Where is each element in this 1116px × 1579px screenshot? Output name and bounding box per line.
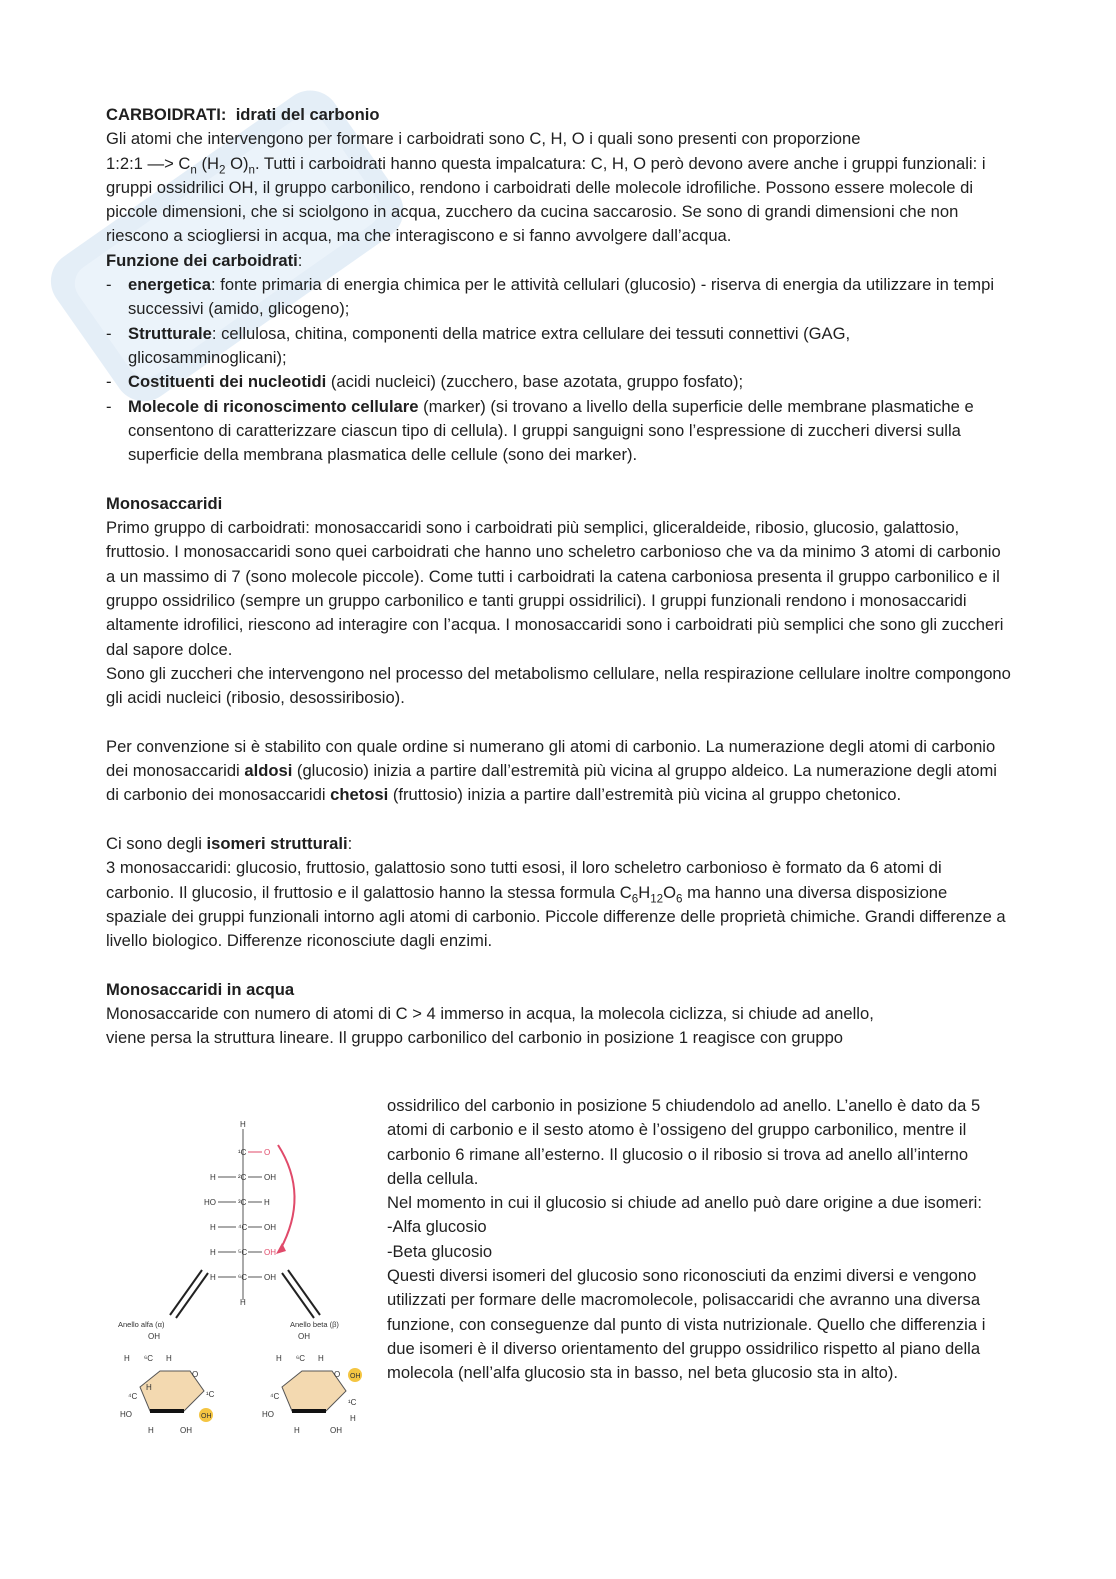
svg-text:HO: HO <box>262 1410 274 1419</box>
svg-text:O: O <box>192 1370 199 1379</box>
linear-glucose-diagram <box>204 1120 295 1307</box>
svg-text:OH: OH <box>201 1413 212 1420</box>
isomer-alfa: -Alfa glucosio <box>387 1217 487 1237</box>
svg-text:H: H <box>240 1298 246 1307</box>
svg-text:H: H <box>294 1426 300 1435</box>
svg-text:OH: OH <box>330 1426 342 1435</box>
svg-text:HO: HO <box>204 1198 216 1207</box>
svg-text:¹C: ¹C <box>206 1390 215 1399</box>
wrapped-text-block <box>387 1094 1007 1386</box>
svg-text:OH: OH <box>298 1332 310 1341</box>
section-title-monosaccaridi: Monosaccaridi <box>106 493 223 513</box>
list-item: - Costituenti dei nucleotidi (acidi nucleici) (zucchero, base azotata, gruppo fosfato); <box>106 370 1011 394</box>
svg-text:H: H <box>148 1426 154 1435</box>
arrow-alpha <box>170 1270 202 1315</box>
svg-text:⁴C: ⁴C <box>128 1392 138 1401</box>
intro-paragraph: Gli atomi che intervengono per formare i carboidrati sono C, H, O i quali sono presenti con proporzione 1:2:1 —> $C_n$ ($H_2$ $O)_n$. Tutti i carboidrati hanno questa impalcatura: C, H, O però devono avere anche i gruppi funzionali: i gruppi ossidrilici OH, il gruppo carbonilico, rendono i carboidrati delle molecole idrofiliche. Possono essere molecole di piccole dimensioni, che si sciolgono in acqua, zucchero da cucina saccarosio. Se sono di grandi dimensioni che non riescono a sciogliersi in acqua, ma che interagiscono e si fanno avvolgere dall’acqua. <box>106 129 986 246</box>
svg-text:⁶C: ⁶C <box>238 1273 248 1282</box>
svg-text:¹C: ¹C <box>238 1148 247 1157</box>
beta-ring-diagram <box>262 1320 362 1435</box>
svg-text:H: H <box>210 1223 216 1232</box>
list-item: - energetica: fonte primaria di energia chimica per le attività cellulari (glucosio) - riserva di energia da utilizzare in tempi successivi (amido, glicogeno); <box>106 273 1011 322</box>
svg-text:H: H <box>264 1198 270 1207</box>
svg-text:O: O <box>264 1148 271 1157</box>
svg-text:O: O <box>334 1370 341 1379</box>
svg-text:Anello alfa (α): Anello alfa (α) <box>118 1320 165 1329</box>
svg-text:⁵C: ⁵C <box>238 1248 248 1257</box>
document-page <box>106 103 1011 1051</box>
svg-text:OH: OH <box>264 1248 276 1257</box>
numbering-paragraph: Per convenzione si è stabilito con quale ordine si numerano gli atomi di carbonio. La numerazione degli atomi di carbonio dei monosaccaridi aldosi (glucosio) inizia a partire dall’estremità più vicina al gruppo aldeico. La numerazione degli atomi di carbonio dei monosaccaridi chetosi (fruttosio) inizia a partire dall’estremità più vicina al gruppo chetonico. <box>106 736 997 805</box>
svg-text:H: H <box>210 1273 216 1282</box>
svg-text:¹C: ¹C <box>348 1398 357 1407</box>
water-line-2: viene persa la struttura lineare. Il gruppo carbonilico del carbonio in posizione 1 reagisce con gruppo <box>106 1028 844 1048</box>
section-title-water: Monosaccaridi in acqua <box>106 979 295 999</box>
svg-text:OH: OH <box>148 1332 160 1341</box>
svg-text:H: H <box>350 1414 356 1423</box>
mono-paragraph-2: Sono gli zuccheri che intervengono nel processo del metabolismo cellulare, nella respirazione cellulare inoltre compongono gli acidi nucleici (ribosio, desossiribosio). <box>106 663 1011 708</box>
alpha-ring-diagram <box>118 1320 215 1435</box>
svg-text:⁴C: ⁴C <box>238 1223 248 1232</box>
isomers-heading: Ci sono degli isomeri strutturali: <box>106 833 353 853</box>
svg-text:OH: OH <box>264 1223 276 1232</box>
glucose-cyclization-figure <box>110 1115 375 1440</box>
svg-text:HO: HO <box>120 1410 132 1419</box>
svg-text:H: H <box>146 1383 152 1392</box>
wrap-paragraph-3: Questi diversi isomeri del glucosio sono riconosciuti da enzimi diversi e vengono utilizzati per formare delle macromolecole, polisaccaridi che avranno una diversa funzione, con conseguenze dal punto di vista nutrizionale. Quello che differenzia i due isomeri è il diverso orientamento del gruppo ossidrilico rispetto al piano della molecola (nell’alfa glucosio sta in basso, nel beta glucosio sta in alto). <box>387 1266 986 1383</box>
list-item: - Strutturale: cellulosa, chitina, componenti della matrice extra cellulare dei tessuti connettivi (GAG, glicosamminoglicani); <box>106 322 1011 371</box>
svg-text:⁴C: ⁴C <box>270 1392 280 1401</box>
arrow-beta <box>288 1270 320 1315</box>
functions-list <box>106 273 1011 467</box>
svg-text:⁶C: ⁶C <box>296 1354 306 1363</box>
svg-text:H: H <box>240 1120 246 1129</box>
page-title: CARBOIDRATI: idrati del carbonio <box>106 105 380 124</box>
mono-paragraph-1: Primo gruppo di carboidrati: monosaccaridi sono i carboidrati più semplici, gliceraldeide, ribosio, glucosio, galattosio, fruttosio. I monosaccaridi sono quei carboidrati che hanno uno scheletro carbonioso che va da minimo 3 atomi di carbonio a un massimo di 7 (sono molecole piccole). Come tutti i carboidrati la catena carboniosa presenta il gruppo carbonilico e il gruppo ossidrilico (sempre un gruppo carbonilico e tanti gruppi ossidrilici). I gruppi funzionali rendono i monosaccaridi altamente idrofilici, riescono ad interagire con l’acqua. I monosaccaridi sono i carboidrati più semplici che sono gli zuccheri dal sapore dolce. <box>106 518 1004 659</box>
svg-text:H: H <box>166 1354 172 1363</box>
svg-text:H: H <box>276 1354 282 1363</box>
svg-text:H: H <box>210 1173 216 1182</box>
svg-text:H: H <box>210 1248 216 1257</box>
isomer-beta: -Beta glucosio <box>387 1241 493 1261</box>
svg-text:H: H <box>318 1354 324 1363</box>
svg-text:OH: OH <box>180 1426 192 1435</box>
svg-text:OH: OH <box>350 1373 361 1380</box>
svg-text:Anello beta (β): Anello beta (β) <box>290 1320 339 1329</box>
wrap-paragraph-2: Nel momento in cui il glucosio si chiude ad anello può dare origine a due isomeri: <box>387 1193 982 1213</box>
svg-text:H: H <box>124 1354 130 1363</box>
svg-text:³C: ³C <box>238 1198 247 1207</box>
svg-text:⁶C: ⁶C <box>144 1354 154 1363</box>
functions-heading: Funzione dei carboidrati: <box>106 250 303 270</box>
svg-text:OH: OH <box>264 1273 276 1282</box>
svg-text:OH: OH <box>264 1173 276 1182</box>
svg-text:²C: ²C <box>238 1173 247 1182</box>
isomers-paragraph: 3 monosaccaridi: glucosio, fruttosio, galattosio sono tutti esosi, il loro scheletro carbonioso è formato da 6 atomi di carbonio. Il glucosio, il fruttosio e il galattosio hanno la stessa formula $C_6H_{12}O_6$ ma hanno una diversa disposizione spaziale dei gruppi funzionali intorno agli atomi di carbonio. Piccole differenze delle proprietà chimiche. Grandi differenze a livello biologico. Differenze riconosciute dagli enzimi. <box>106 858 1006 951</box>
list-item: - Molecole di riconoscimento cellulare (marker) (si trovano a livello della superficie delle membrane plasmatiche e consentono di caratterizzare ciascun tipo di cellula). I gruppi sanguigni sono l’espressione di zuccheri diversi sulla superficie della membrana plasmatica delle cellule (sono dei marker). <box>106 395 1011 468</box>
wrap-paragraph-1: ossidrilico del carbonio in posizione 5 chiudendolo ad anello. L’anello è dato da 5 atomi di carbonio e il sesto atomo è l’ossigeno del gruppo carbonilico, mentre il carbonio 6 rimane all’esterno. Il glucosio o il ribosio si trova ad anello all’interno della cellula. <box>387 1096 981 1188</box>
water-line-1: Monosaccaride con numero di atomi di C > 4 immerso in acqua, la molecola ciclizza, si chiude ad anello, <box>106 1003 874 1023</box>
